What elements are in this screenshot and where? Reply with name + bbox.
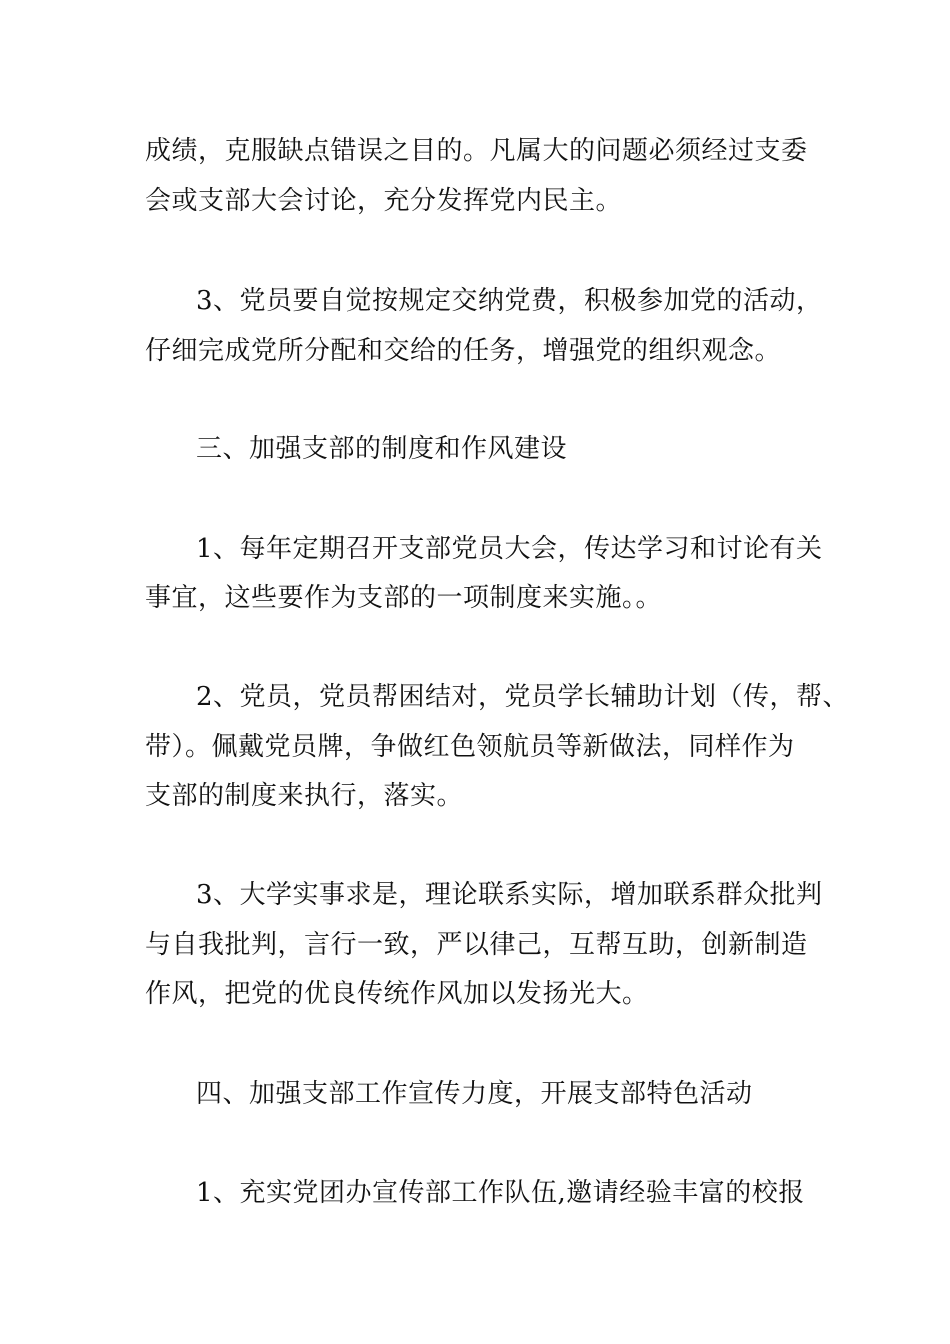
paragraph-8-line-1: 1、充实党团办宣传部工作队伍,邀请经验丰富的校报 <box>196 1178 805 1208</box>
section-heading-three: 三、加强支部的制度和作风建设 <box>196 434 568 464</box>
paragraph-5-line-2: 带）。佩戴党员牌，争做红色领航员等新做法，同样作为 <box>145 732 795 762</box>
paragraph-5-line-3: 支部的制度来执行，落实。 <box>145 781 464 811</box>
paragraph-1-line-2: 会或支部大会讨论，充分发挥党内民主。 <box>145 186 623 216</box>
section-heading-four: 四、加强支部工作宣传力度，开展支部特色活动 <box>196 1079 753 1109</box>
paragraph-6-line-2: 与自我批判，言行一致，严以律己，互帮互助，创新制造 <box>145 930 808 960</box>
paragraph-4-line-2: 事宜，这些要作为支部的一项制度来实施。。 <box>145 583 663 613</box>
paragraph-4-line-1: 1、每年定期召开支部党员大会，传达学习和讨论有关 <box>196 534 823 564</box>
paragraph-1-line-1: 成绩，克服缺点错误之目的。凡属大的问题必须经过支委 <box>145 136 808 166</box>
paragraph-6-line-1: 3、大学实事求是，理论联系实际，增加联系群众批判 <box>196 880 823 910</box>
paragraph-5-line-1: 2、党员，党员帮困结对，党员学长辅助计划（传，帮、 <box>196 682 850 712</box>
paragraph-2-line-2: 仔细完成党所分配和交给的任务，增强党的组织观念。 <box>145 336 782 366</box>
paragraph-6-line-3: 作风，把党的优良传统作风加以发扬光大。 <box>145 979 649 1009</box>
paragraph-2-line-1: 3、党员要自觉按规定交纳党费，积极参加党的活动， <box>196 286 823 316</box>
